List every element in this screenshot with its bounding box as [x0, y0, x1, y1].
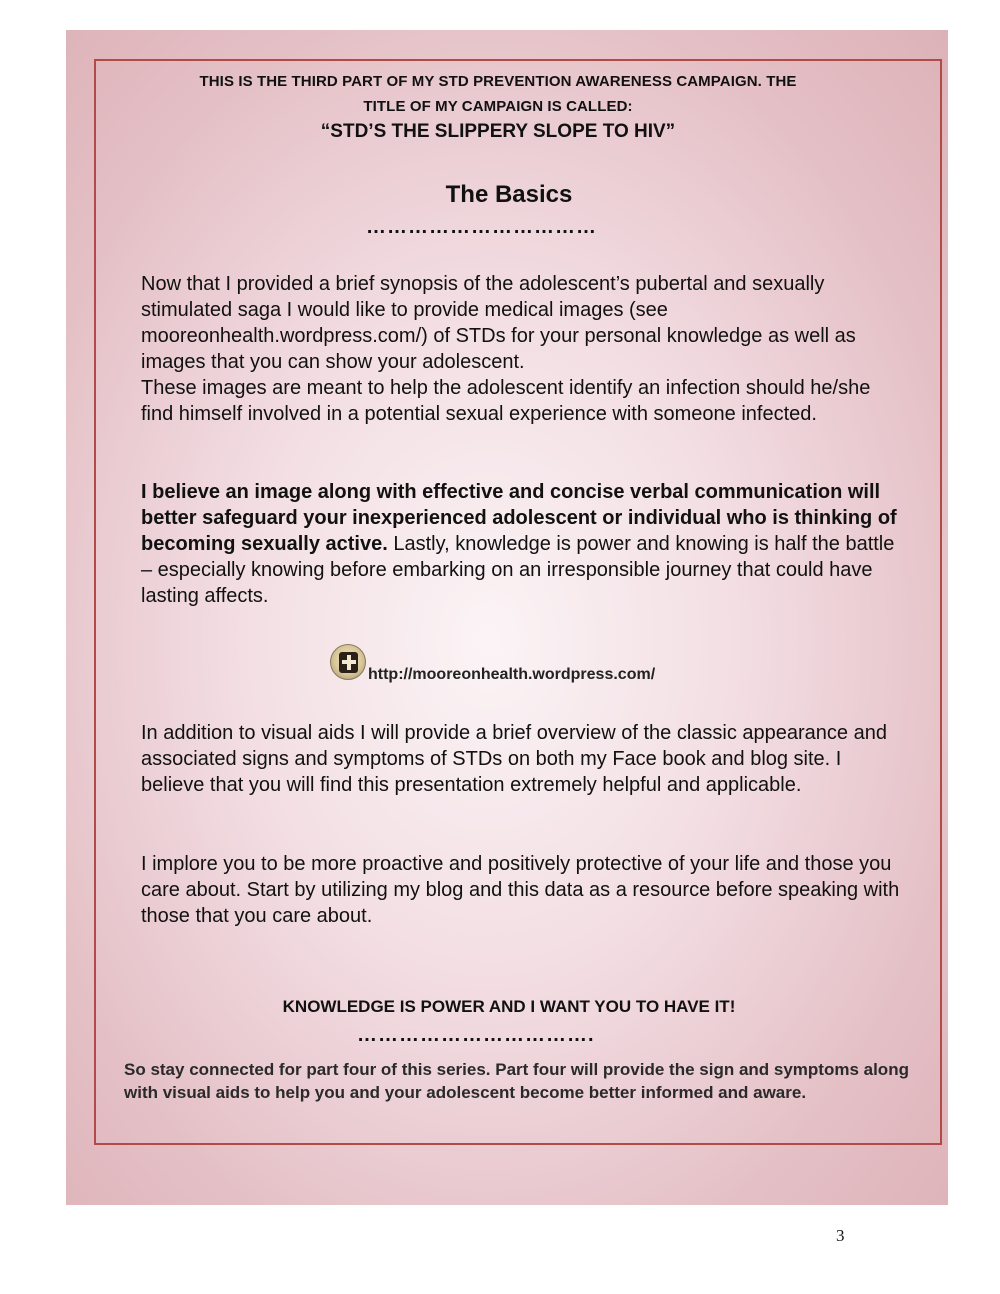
belief-paragraph-rest: Lastly, knowledge is power and knowing is half the battle – especially knowing before embarking on an irresponsible journey that could have lasting affects.: [141, 533, 895, 607]
page-number: 3: [836, 1226, 845, 1245]
blog-url-link[interactable]: http://mooreonhealth.wordpress.com/: [368, 666, 656, 683]
belief-paragraph-bold: I believe an image along with effective and concise verbal communication will better safeguard your inexperienced adolescent or individual who is thinking of becoming sexually active.: [141, 481, 897, 555]
section-title: The Basics: [445, 181, 573, 208]
power-dots-divider: …………………………….: [357, 1024, 595, 1046]
intro-paragraph-text: Now that I provided a brief synopsis of the adolescent’s pubertal and sexually stimulated saga I would like to provide medical images (see mooreonhealth.wordpress.com/) of STDs for your personal knowledge as well as images that you can show your adolescent.: [141, 273, 856, 373]
closing-paragraph: So stay connected for part four of this series. Part four will provide the sign and symptoms along with visual aids to help you and your adolescent become better informed and aware.: [124, 1060, 909, 1102]
implore-paragraph: I implore you to be more proactive and positively protective of your life and those you care about. Start by utilizing my blog and this data as a resource before speaking with those that you care about.: [141, 853, 900, 927]
title-dots-divider: ……………………………: [366, 216, 597, 238]
intro-paragraph-continued: These images are meant to help the adolescent identify an infection should he/she find himself involved in a potential sexual experience with someone infected.: [141, 377, 871, 425]
campaign-slogan: “STD’S THE SLIPPERY SLOPE TO HIV”: [320, 121, 676, 142]
campaign-intro-line-2: TITLE OF MY CAMPAIGN IS CALLED:: [363, 98, 633, 115]
visual-aids-paragraph: In addition to visual aids I will provide a brief overview of the classic appearance and associated signs and symptoms of STDs on both my Face book and blog site. I believe that you will find this presentation extremely helpful and applicable.: [141, 722, 887, 796]
medical-cross-logo-icon: [330, 644, 366, 680]
intro-paragraph: [141, 271, 901, 427]
campaign-intro-line-1: THIS IS THE THIRD PART OF MY STD PREVENTION AWARENESS CAMPAIGN. THE: [199, 73, 797, 90]
knowledge-power-heading: KNOWLEDGE IS POWER AND I WANT YOU TO HAVE IT!: [282, 997, 736, 1016]
belief-paragraph: [141, 479, 901, 609]
